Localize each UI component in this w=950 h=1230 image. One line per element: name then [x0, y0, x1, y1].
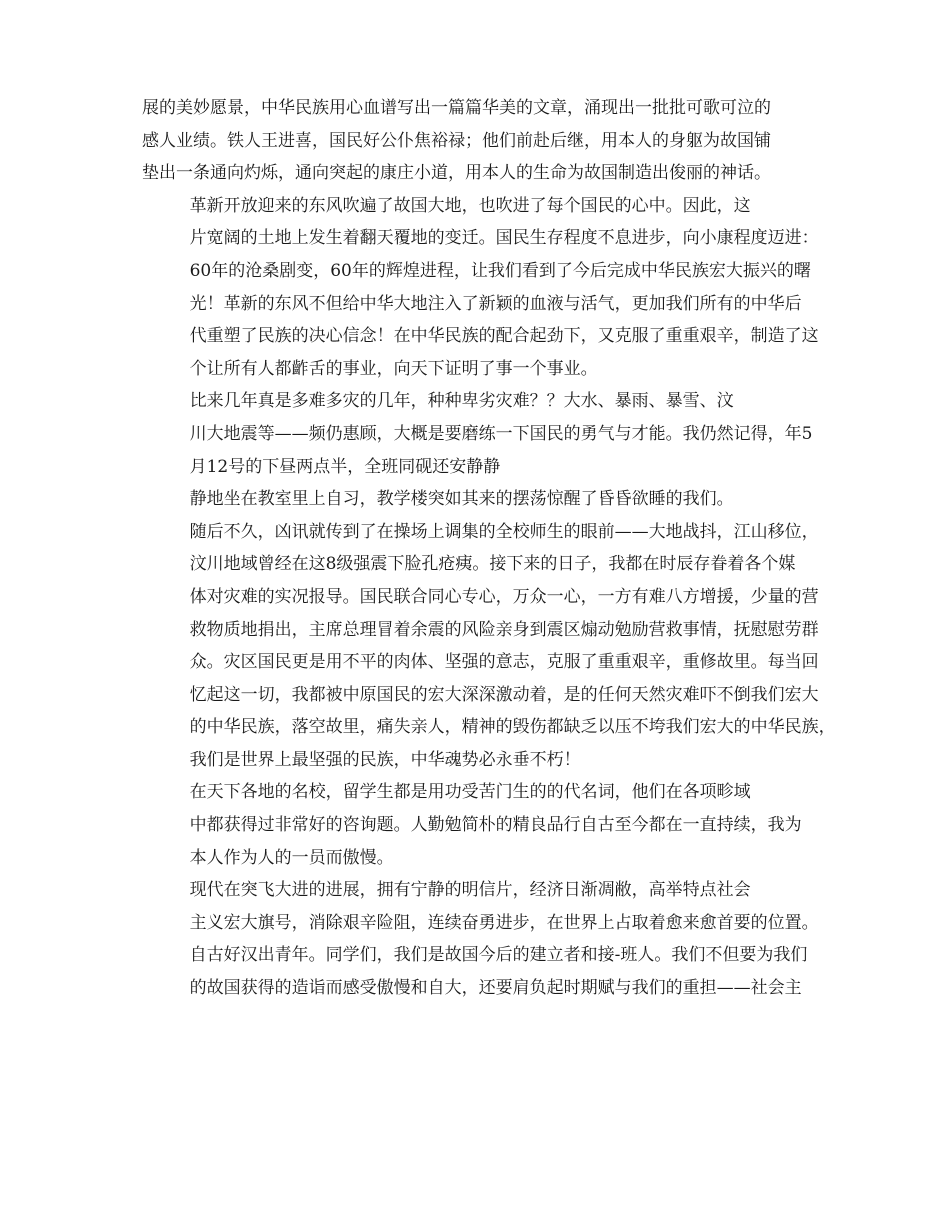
- text-line: 垫出一条通向灼烁，通向突起的康庄小道，用本人的生命为故国制造出俊丽的神话。: [142, 163, 771, 184]
- text-line: 代重塑了民族的决心信念！在中华民族的配合起劲下，又克服了重重艰辛，制造了这: [189, 326, 819, 347]
- text-line: 的故国获得的造诣而感受傲慢和自大，还要肩负起时期赋与我们的重担——社会主: [189, 978, 802, 999]
- text-line: 救物质地捐出，主席总理冒着余震的风险亲身到震区煽动勉励营救事情，抚慰慰劳群: [189, 619, 819, 640]
- text-line: 展的美妙愿景，中华民族用心血谱写出一篇篇华美的文章，涌现出一批批可歌可泣的: [142, 98, 771, 118]
- text-line: 我们是世界上最坚强的民族，中华魂势必永垂不朽！: [189, 749, 581, 770]
- paragraph: [142, 385, 812, 483]
- text-line: 川大地震等——频仍惠顾，大概是要磨练一下国民的勇气与才能。我仍然记得，年5: [189, 423, 813, 444]
- text-line: 现代在突飞大进的进展，拥有宁静的明信片，经济日渐凋敝，高举特点社会: [189, 880, 751, 901]
- text-line: 光！革新的东风不但给中华大地注入了新颖的血液与活气，更加我们所有的中华后: [189, 293, 802, 314]
- paragraph: [142, 874, 819, 1004]
- text-line: 革新开放迎来的东风吹遍了故国大地，也吹进了每个国民的心中。因此，这: [189, 195, 751, 216]
- text-line: 中都获得过非常好的咨询题。人勤勉简朴的精良品行自古至今都在一直持续，我为: [189, 815, 802, 836]
- text-line: 的中华民族，落空故里，痛失亲人，精神的毁伤都缺乏以压不垮我们宏大的中华民族，: [189, 717, 836, 738]
- text-line: 众。灾区国民更是用不平的肉体、坚强的意志，克服了重重艰辛，重修故里。每当回: [189, 652, 819, 673]
- text-line: 体对灾难的实况报导。国民联合同心专心，万众一心，一方有难八方增援，少量的营: [189, 586, 819, 607]
- paragraph: [142, 190, 819, 386]
- text-line: 主义宏大旗号，消除艰辛险阻，连续奋勇进步，在世界上占取着愈来愈首要的位置。: [189, 912, 819, 933]
- text-line: 感人业绩。铁人王进喜，国民好公仆焦裕禄；他们前赴后继，用本人的身躯为故国铺: [142, 130, 771, 151]
- text-line: 自古好汉出青年。同学们，我们是故国今后的建立者和接-班人。我们不但要为我们: [189, 945, 808, 966]
- text-line: 月12号的下昼两点半，全班同砚还安静静: [189, 456, 501, 477]
- paragraph: [142, 776, 812, 874]
- text-line: 本人作为人的一员而傲慢。: [189, 847, 394, 868]
- paragraph: [142, 92, 812, 190]
- text-line: 静地坐在教室里上自习，教学楼突如其来的摆荡惊醒了昏昏欲睡的我们。: [189, 489, 734, 510]
- text-line: 个让所有人都齚舌的事业，向天下证明了事一个事业。: [189, 358, 598, 379]
- text-line: 比来几年真是多难多灾的几年，种种卑劣灾难？？大水、暴雨、暴雪、汶: [189, 391, 734, 412]
- text-line: 汶川地域曾经在这8级强震下脸孔疮痍。接下来的日子，我都在时辰存眷着各个媒: [189, 554, 796, 575]
- text-line: 随后不久，凶讯就传到了在操场上调集的全校师生的眼前——大地战抖，江山移位，: [189, 521, 819, 542]
- text-line: 忆起这一切，我都被中原国民的宏大深深激动着，是的任何天然灾难吓不倒我们宏大: [189, 684, 819, 705]
- paragraph: [142, 483, 836, 776]
- text-line: 片宽阔的土地上发生着翻天覆地的变迁。国民生存程度不息进步，向小康程度迈进：: [189, 228, 819, 249]
- text-line: 在天下各地的名校，留学生都是用功受苦门生的的代名词，他们在各项畛域: [189, 782, 751, 803]
- document-body: [142, 92, 836, 1005]
- text-line: 60年的沧桑剧变，60年的辉煌进程，让我们看到了今后完成中华民族宏大振兴的曙: [189, 260, 811, 281]
